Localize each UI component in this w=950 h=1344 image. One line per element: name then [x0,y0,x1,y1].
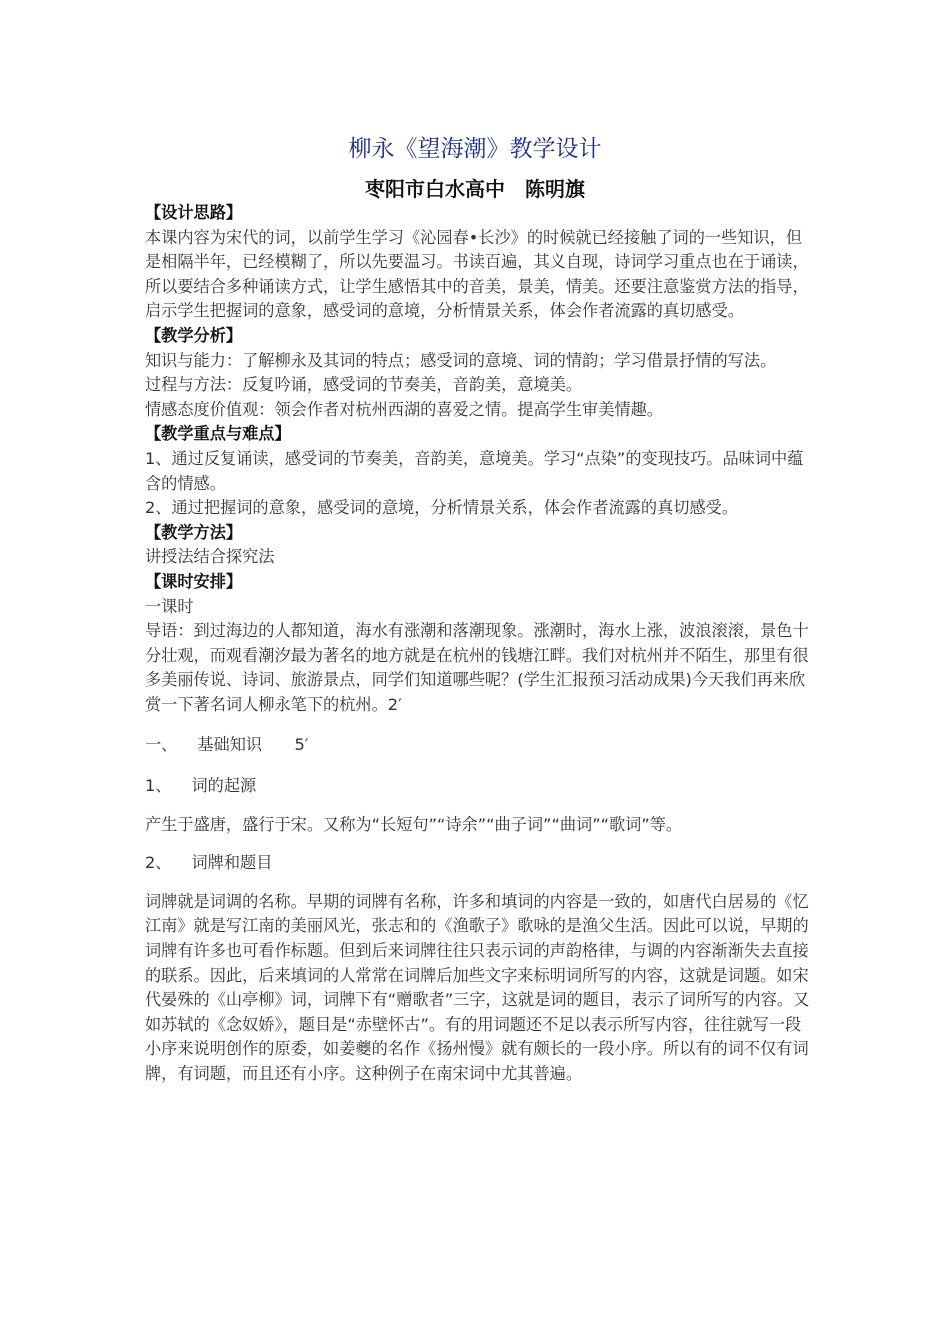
item-2-title: 词牌和题目 [191,853,273,873]
key-point-2: 2、通过把握词的意象，感受词的意境，分析情景关系，体会作者流露的真切感受。 [145,498,739,518]
part-1-title: 基础知识 5′ [197,735,309,755]
design-paragraph: 本课内容为宋代的词，以前学生学习《沁园春•长沙》的时候就已经接触了词的一些知识，但是相隔半年，已经模糊了，所以先要温习。书读百遍，其义自现，诗词学习重点也在于诵读，所以要结合多种诵读方式，让学生感悟其中的音美，景美，情美。还要注意鉴赏方法的指导，启示学生把握词的意象，感受词的意境，分析情景关系，体会作者流露的真切感受。 [145,227,809,321]
schedule-text: 一课时 [145,596,194,616]
intro-paragraph: 导语：到过海边的人都知道，海水有涨潮和落潮现象。涨潮时，海水上涨，波浪滚滚，景色十分壮观，而观看潮汐最为著名的地方就是在杭州的钱塘江畔。我们对杭州并不陌生，那里有很多美丽传说、诗词、旅游景点，同学们知道哪些呢？(学生汇报预习活动成果)今天我们再来欣赏一下著名词人柳永笔下的杭州。2′ [145,621,809,714]
section-heading-schedule: 【课时安排】 [145,571,243,591]
analysis-knowledge: 知识与能力：了解柳永及其词的特点；感受词的意境、词的情韵；学习借景抒情的写法。 [145,350,777,370]
analysis-process: 过程与方法：反复吟诵，感受词的节奏美，音韵美，意境美。 [145,375,583,395]
item-2-paragraph: 词牌就是词调的名称。早期的词牌有名称，许多和填词的内容是一致的，如唐代白居易的《忆江南》就是写江南的美丽风光，张志和的《渔歌子》歌咏的是渔父生活。因此可以说，早期的词牌有许多也可看作标题。但到后来词牌往往只表示词的声韵格律，与调的内容渐渐失去直接的联系。因此，后来填词的人常常在词牌后加些文字来标明词所写的内容，这就是词题。如宋代晏殊的《山亭柳》词，词牌下有“赠歌者”三字，这就是词的题目，表示了词所写的内容。又如苏轼的《念奴娇》，题目是“赤壁怀古”。有的用词题还不足以表示所写内容，往往就写一段小序来说明创作的原委，如姜夔的名作《扬州慢》就有颇长的一段小序。所以有的词不仅有词牌，有词题，而且还有小序。这种例子在南宋词中尤其普遍。 [145,891,810,1083]
item-1-title: 词的起源 [191,776,257,796]
document-title: 柳永《望海潮》教学设计 [348,136,602,162]
key-point-1: 1、通过反复诵读，感受词的节奏美，音韵美，意境美。学习“点染”的变现技巧。品味词中蕴含的情感。 [145,448,804,493]
section-heading-key-points: 【教学重点与难点】 [145,424,291,444]
item-1-heading [145,774,810,799]
item-1-number: 1、 [145,776,172,796]
part-1-number: 一、 [145,735,178,755]
document-subtitle: 枣阳市白水高中 陈明旗 [365,177,585,201]
section-heading-analysis: 【教学分析】 [145,325,243,345]
item-1-paragraph: 产生于盛唐，盛行于宋。又称为“长短句”“诗余”“曲子词”“曲词”“歌词”等。 [145,814,683,834]
item-2-heading [145,851,810,876]
analysis-emotion: 情感态度价值观：领会作者对杭州西湖的喜爱之情。提高学生审美情趣。 [145,399,663,419]
item-2-number: 2、 [145,853,172,873]
part-1-heading [145,733,810,758]
section-heading-method: 【教学方法】 [145,522,243,542]
section-heading-design: 【设计思路】 [145,203,243,222]
method-text: 讲授法结合探究法 [145,547,275,567]
document-body [145,201,810,1087]
